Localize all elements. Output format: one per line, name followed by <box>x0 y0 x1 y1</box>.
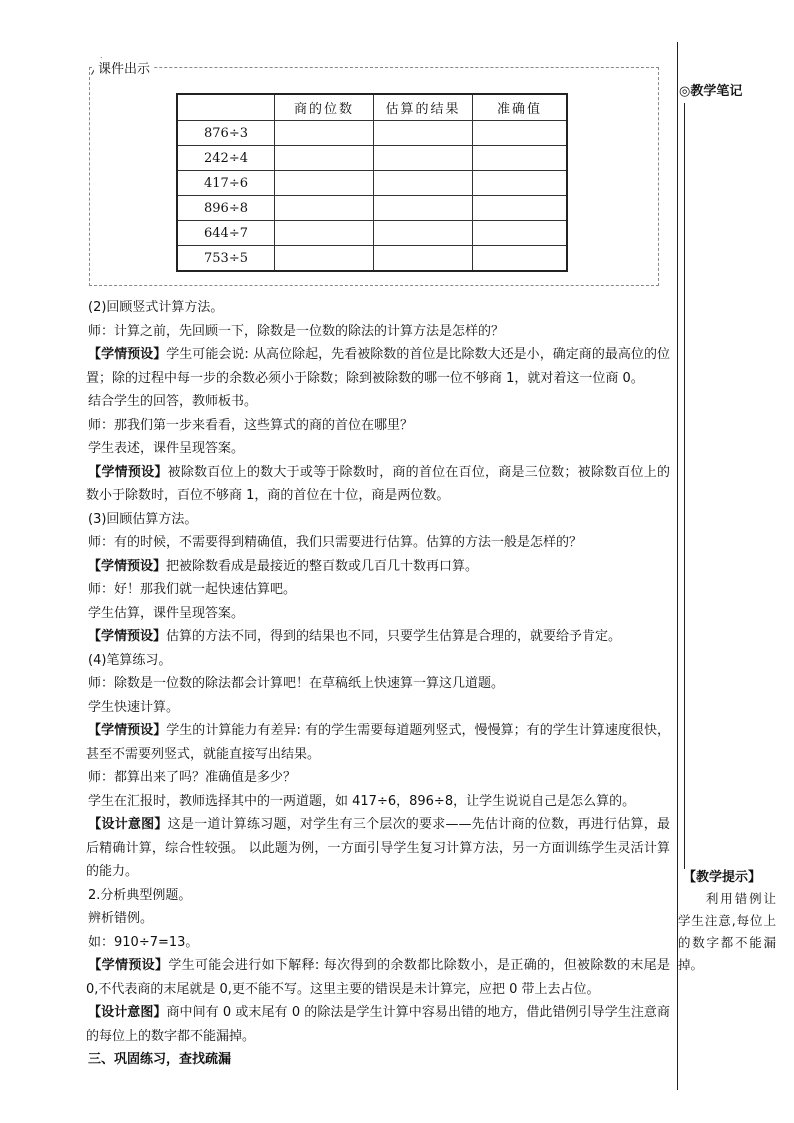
lesson-body <box>86 296 670 1072</box>
paragraph <box>86 907 670 931</box>
paragraph-text: 2.分析典型例题。 <box>88 887 192 903</box>
paragraph-text: 师：都算出来了吗？准确值是多少？ <box>88 770 297 785</box>
empty-cell <box>275 246 374 272</box>
expression-cell: 753÷5 <box>177 246 275 272</box>
paragraph-text: 这是一道计算练习题，对学生有三个层次的要求——先估计商的位数，再进行估算，最后精确计算，综合性较强。 以此题为例，一方面引导学生复习计算方法，另一方面训练学生灵活计算的能力。 <box>86 817 670 879</box>
paragraph-text: 估算的方法不同，得到的结果也不同，只要学生估算是合理的，就要给予肯定。 <box>166 629 622 644</box>
courseware-table <box>176 93 568 272</box>
expression-cell: 876÷3 <box>177 121 275 146</box>
table-row <box>177 246 567 272</box>
paragraph-text: 三、巩固练习，查找疏漏 <box>88 1052 232 1067</box>
empty-cell <box>275 146 374 171</box>
empty-cell <box>374 246 473 272</box>
table-header-row <box>177 94 567 121</box>
paragraph-tag: 【学情预设】 <box>88 347 167 362</box>
empty-cell <box>473 246 568 272</box>
paragraph <box>86 719 670 766</box>
table-row <box>177 171 567 196</box>
paragraph-text: (4)笔算练习。 <box>88 652 172 668</box>
paragraph <box>86 555 670 579</box>
paragraph <box>86 296 670 320</box>
paragraph <box>86 696 670 720</box>
paragraph <box>86 813 670 884</box>
paragraph <box>86 414 670 438</box>
empty-cell <box>473 146 568 171</box>
expression-cell: 242÷4 <box>177 146 275 171</box>
paragraph <box>86 766 670 790</box>
paragraph-text: 学生表述，课件呈现答案。 <box>88 441 245 456</box>
empty-cell <box>275 121 374 146</box>
paragraph <box>86 508 670 532</box>
paragraph <box>86 343 670 390</box>
teaching-tip-text: 利用错例让学生注意,每位上的数字都不能漏掉。 <box>678 891 776 972</box>
paragraph-text: (3)回顾估算方法。 <box>88 511 198 527</box>
paragraph <box>86 672 670 696</box>
table-header-cell <box>177 94 275 121</box>
paragraph <box>86 649 670 673</box>
paragraph-text: 学生估算，课件呈现答案。 <box>88 605 245 621</box>
table-header-cell: 商的位数 <box>275 94 374 121</box>
paragraph <box>86 625 670 649</box>
paragraph-text: 把被除数看成是最接近的整百数或几百几十数再口算。 <box>166 558 479 574</box>
table-row <box>177 121 567 146</box>
expression-cell: 644÷7 <box>177 221 275 246</box>
empty-cell <box>374 196 473 221</box>
paragraph <box>86 790 670 814</box>
paragraph-text: 学生的计算能力有差异: 有的学生需要每道题列竖式，慢慢算；有的学生计算速度很快，甚至不需要列竖式，就能直接写出结果。 <box>86 723 670 762</box>
paragraph-text: 学生可能会说: 从高位除起，先看被除数的首位是比除数大还是小，确定商的最高位的位置；除的过程中每一步的余数必须小于除数；除到被除数的哪一位不够商 1，就对着这一位商 0。 <box>86 347 670 386</box>
paragraph-text: 师：那我们第一步来看看，这些算式的商的首位在哪里？ <box>88 417 414 433</box>
paragraph <box>86 461 670 508</box>
paragraph-text: 被除数百位上的数大于或等于除数时，商的首位在百位，商是三位数；被除数百位上的数小于除数时，百位不够商 1，商的首位在十位，商是两位数。 <box>86 464 670 503</box>
paragraph <box>86 1001 670 1048</box>
empty-cell <box>275 196 374 221</box>
table-header-cell: 估算的结果 <box>374 94 473 121</box>
paragraph-text: 学生可能会进行如下解释: 每次得到的余数都比除数小，是正确的，但被除数的末尾是 0,不代表商的末尾就是 0,更不能不写。这里主要的错误是未计算完，应把 0 带上去占位。 <box>86 958 670 997</box>
paragraph-text: 辨析错例。 <box>88 911 154 926</box>
table-row <box>177 146 567 171</box>
paragraph-text: 如：910÷7=13。 <box>88 934 199 950</box>
paragraph-text: 学生在汇报时，教师选择其中的一两道题，如 417÷6，896÷8，让学生说说自己是怎么算的。 <box>88 793 636 809</box>
courseware-label: 课件出示 <box>94 58 153 77</box>
paragraph-text: 师：除数是一位数的除法都会计算吧！在草稿纸上快速算一算这几道题。 <box>88 676 505 691</box>
paragraph-tag: 【学情预设】 <box>88 464 168 480</box>
paragraph-tag: 【学情预设】 <box>88 629 167 644</box>
paragraph <box>86 390 670 414</box>
empty-cell <box>473 121 568 146</box>
empty-cell <box>374 121 473 146</box>
notes-rule <box>684 103 685 869</box>
table-row <box>177 196 567 221</box>
table-header-cell: 准确值 <box>473 94 568 121</box>
paragraph <box>86 437 670 461</box>
paragraph <box>86 320 670 344</box>
teaching-notes-title: ◎教学笔记 <box>679 84 743 99</box>
paragraph-text: 学生快速计算。 <box>88 699 180 715</box>
empty-cell <box>275 221 374 246</box>
paragraph <box>86 578 670 602</box>
empty-cell <box>374 171 473 196</box>
expression-cell: 417÷6 <box>177 171 275 196</box>
teaching-tip-title: 【教学提示】 <box>683 870 762 885</box>
paragraph-text: (2)回顾竖式计算方法。 <box>88 300 224 315</box>
paragraph-tag: 【设计意图】 <box>88 1005 167 1020</box>
section-heading <box>86 1048 670 1072</box>
empty-cell <box>374 221 473 246</box>
paragraph-text: 师：计算之前，先回顾一下，除数是一位数的除法的计算方法是怎样的？ <box>88 323 505 339</box>
paragraph-text: 师：有的时候，不需要得到精确值，我们只需要进行估算。估算的方法一般是怎样的？ <box>88 535 583 550</box>
paragraph <box>86 884 670 908</box>
paragraph-tag: 【学情预设】 <box>88 558 167 574</box>
paragraph-tag: 【设计意图】 <box>88 817 168 832</box>
paragraph-tag: 【学情预设】 <box>88 723 167 738</box>
empty-cell <box>374 146 473 171</box>
paragraph-text: 结合学生的回答，教师板书。 <box>88 394 258 409</box>
paragraph <box>86 531 670 555</box>
paragraph <box>86 954 670 1001</box>
paragraph <box>86 602 670 626</box>
paragraph-text: 师：好！那我们就一起快速估算吧。 <box>88 582 297 597</box>
empty-cell <box>473 171 568 196</box>
paragraph <box>86 931 670 955</box>
empty-cell <box>473 221 568 246</box>
table-row <box>177 221 567 246</box>
empty-cell <box>473 196 568 221</box>
paragraph-text: 商中间有 0 或末尾有 0 的除法是学生计算中容易出错的地方，借此错例引导学生注意商的每位上的数字都不能漏掉。 <box>86 1005 670 1044</box>
paragraph-tag: 【学情预设】 <box>88 958 169 973</box>
empty-cell <box>275 171 374 196</box>
expression-cell: 896÷8 <box>177 196 275 221</box>
